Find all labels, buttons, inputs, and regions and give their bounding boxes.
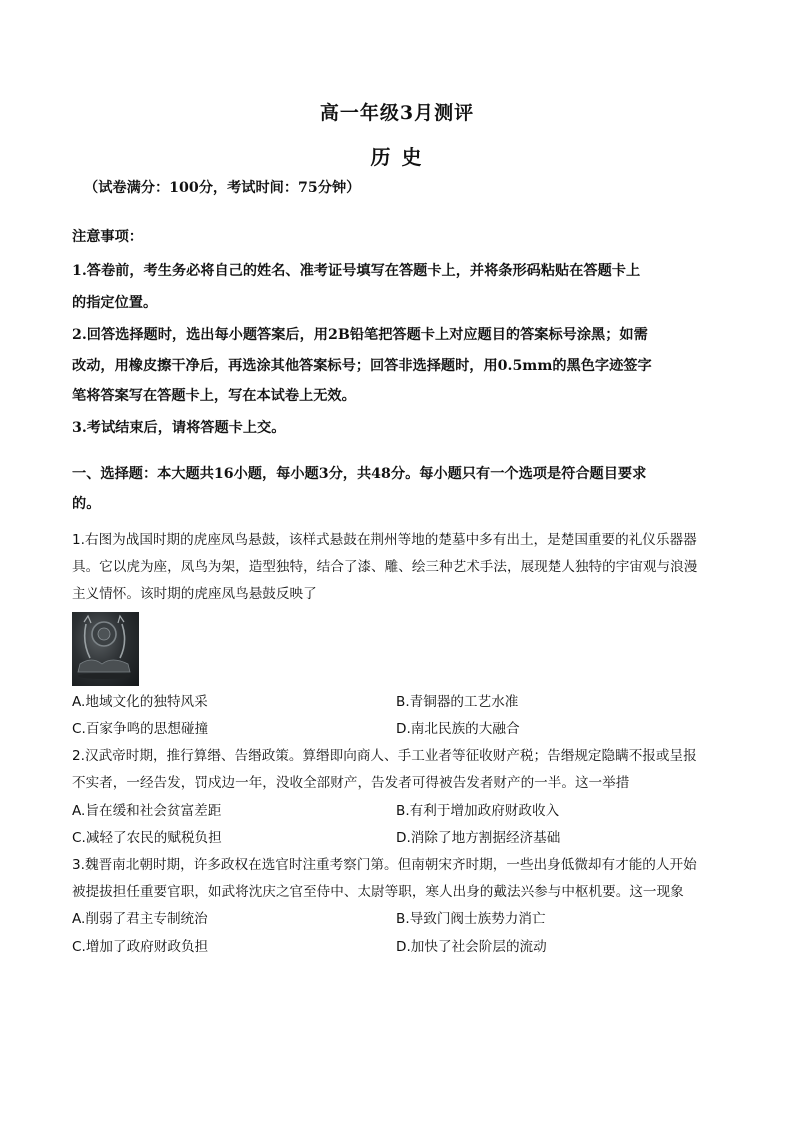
question-2-stem: 不实者，一经告发，罚戍边一年，没收全部财产，告发者可得被告发者财产的一半。这一举措: [72, 775, 630, 791]
option-c[interactable]: C.百家争鸣的思想碰撞: [72, 721, 209, 737]
option-a[interactable]: A.旨在缓和社会贫富差距: [72, 803, 222, 819]
option-c[interactable]: C.增加了政府财政负担: [72, 939, 209, 955]
notes-line: 改动，用橡皮擦干净后，再选涂其他答案标号；回答非选择题时，用0.5mm的黑色字迹签字: [72, 358, 652, 374]
question-1-stem: 主义情怀。该时期的虎座凤鸟悬鼓反映了: [72, 586, 317, 602]
subject-title: 历 史: [370, 145, 424, 169]
exam-meta: （试卷满分：100分，考试时间：75分钟）: [84, 180, 361, 196]
drum-photo: [72, 612, 139, 686]
question-1-stem: 具。它以虎为座，凤鸟为架，造型独特，结合了漆、雕、绘三种艺术手法，展现楚人独特的宇宙观与浪漫: [72, 559, 698, 575]
question-3-stem: 3.魏晋南北朝时期，许多政权在选官时注重考察门第。但南朝宋齐时期，一些出身低微却有才能的人开始: [72, 857, 697, 873]
notes-line: 2.回答选择题时，选出每小题答案后，用2B铅笔把答题卡上对应题目的答案标号涂黑；如需: [72, 327, 648, 343]
option-d[interactable]: D.南北民族的大融合: [396, 721, 520, 737]
tiger-phoenix-drum-image: [72, 612, 139, 686]
option-d[interactable]: D.消除了地方割据经济基础: [396, 830, 561, 846]
notes-line: 笔将答案写在答题卡上，写在本试卷上无效。: [72, 388, 356, 404]
section-heading: 的。: [72, 496, 101, 512]
option-d[interactable]: D.加快了社会阶层的流动: [396, 939, 547, 955]
question-3-stem: 被提拔担任重要官职，如武将沈庆之官至侍中、太尉等职，寒人出身的戴法兴参与中枢机要。这一现象: [72, 884, 684, 900]
option-a[interactable]: A.地域文化的独特风采: [72, 694, 208, 710]
exam-title: 高一年级3月测评: [319, 102, 475, 124]
option-b[interactable]: B.有利于增加政府财政收入: [396, 803, 560, 819]
option-b[interactable]: B.导致门阀士族势力消亡: [396, 911, 546, 927]
question-2-stem: 2.汉武帝时期，推行算缗、告缗政策。算缗即向商人、手工业者等征收财产税；告缗规定隐瞒不报或呈报: [72, 748, 697, 764]
notes-line: 的指定位置。: [72, 295, 158, 311]
option-a[interactable]: A.削弱了君主专制统治: [72, 911, 208, 927]
notes-heading: 注意事项：: [72, 229, 143, 245]
question-1-stem: 1.右图为战国时期的虎座凤鸟悬鼓，该样式悬鼓在荆州等地的楚墓中多有出土，是楚国重要的礼仪乐器器: [72, 532, 697, 548]
option-c[interactable]: C.减轻了农民的赋税负担: [72, 830, 222, 846]
notes-line: 3.考试结束后，请将答题卡上交。: [72, 420, 286, 436]
notes-line: 1.答卷前，考生务必将自己的姓名、准考证号填写在答题卡上，并将条形码粘贴在答题卡上: [72, 263, 641, 279]
option-b[interactable]: B.青铜器的工艺水准: [396, 694, 519, 710]
section-heading: 一、选择题：本大题共16小题，每小题3分，共48分。每小题只有一个选项是符合题目要求: [72, 466, 647, 482]
